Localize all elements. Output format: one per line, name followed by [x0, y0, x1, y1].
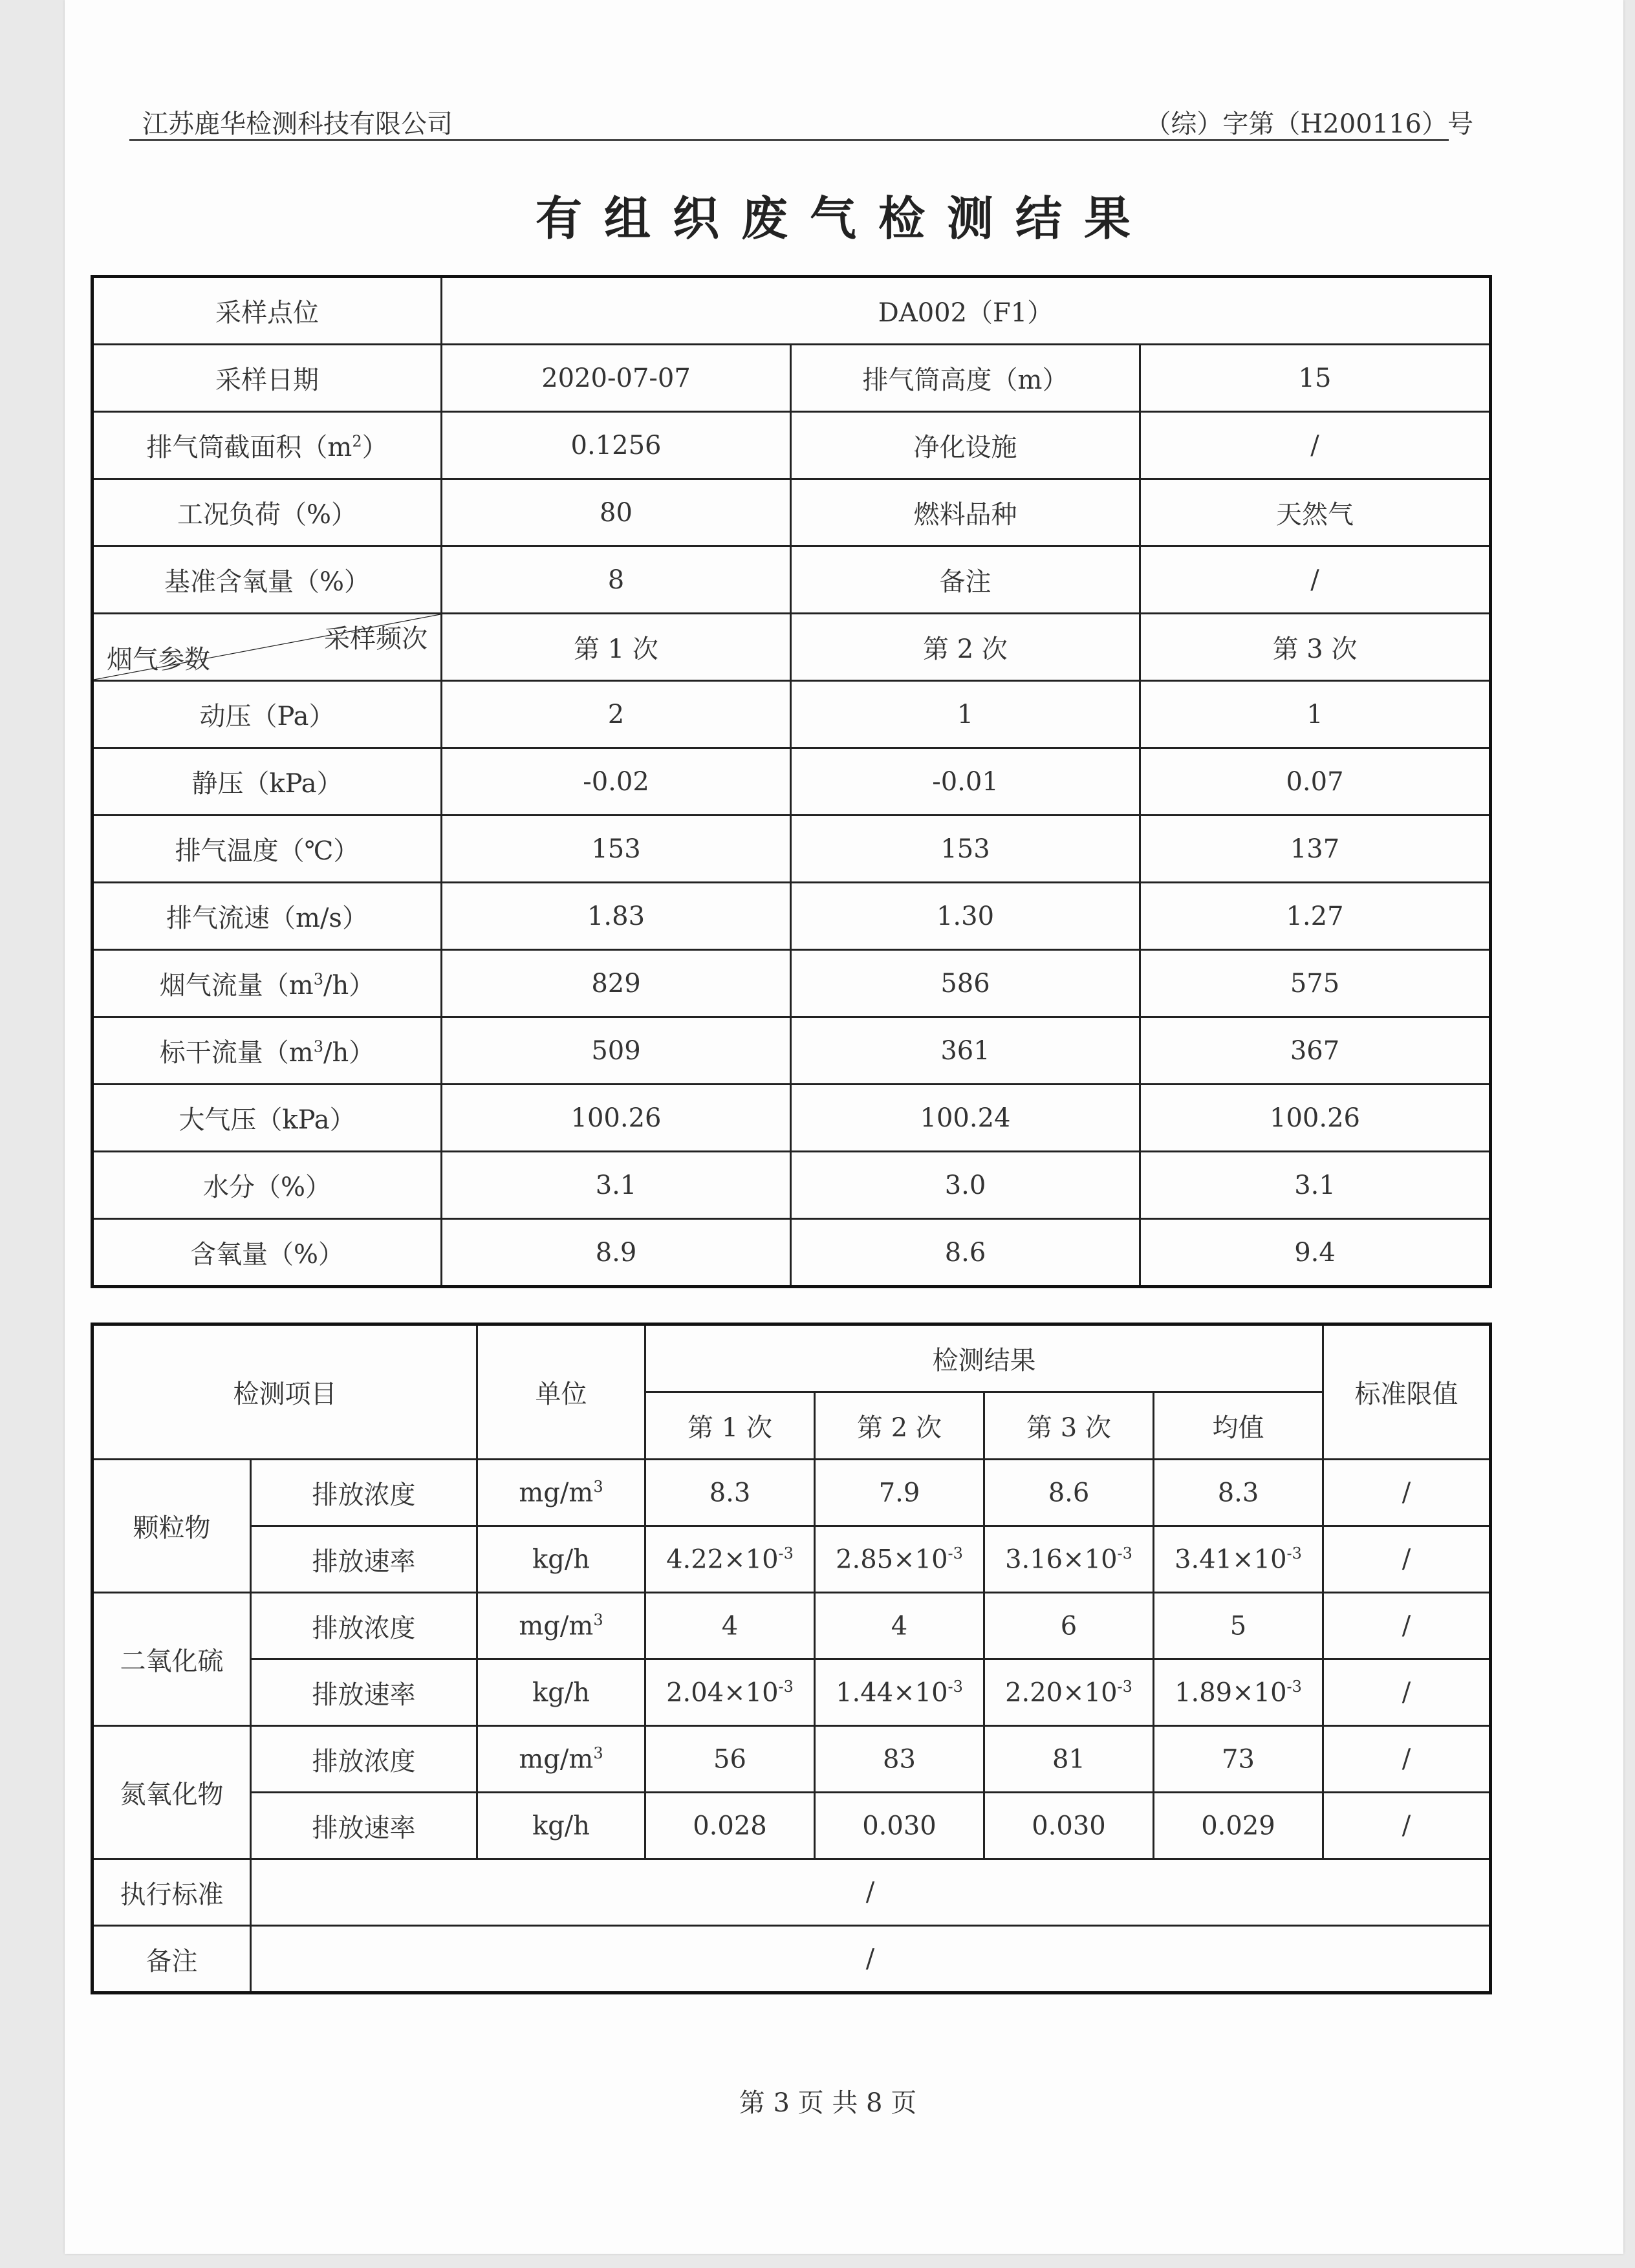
flue-param-label-text: 含氧量（%） — [189, 1240, 344, 1269]
flue-param-value: 361 — [791, 1017, 1140, 1085]
limit-value: / — [1323, 1460, 1491, 1526]
result-value — [815, 1793, 984, 1859]
corner-bottom-label: 烟气参数 — [107, 645, 210, 675]
info-label: 工况负荷（%） — [92, 479, 442, 546]
flue-param-label — [92, 1017, 442, 1085]
metric-label: 排放浓度 — [251, 1593, 477, 1659]
sampling-point-label: 采样点位 — [92, 277, 442, 345]
result-value — [984, 1526, 1154, 1593]
flue-param-value: 1 — [1140, 681, 1491, 748]
result-value-text: 56 — [713, 1744, 746, 1775]
standard-value: / — [251, 1859, 1491, 1926]
result-value-text: 8.6 — [1048, 1478, 1090, 1508]
flue-param-value: 367 — [1140, 1017, 1491, 1085]
info-value: 80 — [442, 479, 791, 546]
limit-value: / — [1323, 1793, 1491, 1859]
result-value-text: 0.030 — [862, 1811, 937, 1841]
flue-param-label-text: 排气温度（℃） — [175, 836, 360, 866]
flue-param-row — [92, 1085, 1491, 1152]
standard-label: 执行标准 — [92, 1859, 251, 1926]
results-header-row — [92, 1324, 1491, 1392]
info-value: 2020-07-07 — [442, 345, 791, 412]
result-value-text: 5 — [1229, 1611, 1247, 1641]
unit-cell — [477, 1526, 645, 1593]
flue-param-row — [92, 748, 1491, 815]
header-rule — [129, 139, 1449, 141]
flue-param-label-text: 排气流速（m/s） — [166, 903, 368, 933]
flue-param-value: 586 — [791, 950, 1140, 1017]
result-value — [815, 1726, 984, 1793]
limit-value: / — [1323, 1593, 1491, 1659]
flue-param-label-text: /h） — [323, 971, 375, 1000]
info-label: 净化设施 — [791, 412, 1140, 479]
run-header: 第 3 次 — [984, 1392, 1154, 1460]
flue-param-value: 153 — [791, 815, 1140, 883]
result-value-text: 0.030 — [1032, 1811, 1106, 1841]
unit-cell — [477, 1593, 645, 1659]
info-value: 15 — [1140, 345, 1491, 412]
info-label: 基准含氧量（%） — [92, 546, 442, 614]
limit-value: / — [1323, 1726, 1491, 1793]
flue-param-value: 3.1 — [1140, 1152, 1491, 1219]
result-value — [984, 1793, 1154, 1859]
flue-param-row — [92, 1017, 1491, 1085]
flue-param-value: 100.26 — [1140, 1085, 1491, 1152]
flue-param-value: 575 — [1140, 950, 1491, 1017]
unit-cell-sup: 3 — [593, 1610, 603, 1629]
runs-header-row — [92, 614, 1491, 681]
result-value-text: 83 — [883, 1744, 916, 1775]
info-label: 燃料品种 — [791, 479, 1140, 546]
info-label: 排气筒高度（m） — [791, 345, 1140, 412]
flue-param-value: 829 — [442, 950, 791, 1017]
metric-label: 排放浓度 — [251, 1726, 477, 1793]
result-value-sup: -3 — [778, 1544, 794, 1562]
flue-param-label-text: 水分（%） — [202, 1172, 331, 1202]
flue-param-label — [92, 815, 442, 883]
flue-param-value: 1.27 — [1140, 883, 1491, 950]
flue-param-label — [92, 681, 442, 748]
results-table — [91, 1323, 1492, 1994]
result-value-text: 4.22×10 — [666, 1544, 779, 1575]
pollutant-name: 氮氧化物 — [92, 1726, 251, 1859]
unit-cell-sup: 3 — [593, 1744, 603, 1762]
remark-label: 备注 — [92, 1926, 251, 1993]
info-row — [92, 412, 1491, 479]
result-value-sup: -3 — [1117, 1544, 1132, 1562]
info-value: 8 — [442, 546, 791, 614]
flue-param-label-text: 动压（Pa） — [199, 702, 335, 731]
result-value — [815, 1659, 984, 1726]
remark-value: / — [251, 1926, 1491, 1993]
sampling-point-value: DA002（F1） — [442, 277, 1491, 345]
standard-row — [92, 1859, 1491, 1926]
result-value — [1154, 1793, 1323, 1859]
result-value-text: 4 — [891, 1611, 908, 1641]
info-value: / — [1140, 546, 1491, 614]
result-value — [1154, 1659, 1323, 1726]
result-value — [984, 1659, 1154, 1726]
item-header: 检测项目 — [92, 1324, 477, 1460]
result-value-sup: -3 — [1117, 1677, 1132, 1696]
result-value-text: 2.85×10 — [836, 1544, 948, 1575]
flue-param-value: 137 — [1140, 815, 1491, 883]
flue-param-value: 100.26 — [442, 1085, 791, 1152]
result-value-text: 7.9 — [878, 1478, 920, 1508]
flue-param-row — [92, 815, 1491, 883]
flue-param-value: 1 — [791, 681, 1140, 748]
unit-cell-text: kg/h — [532, 1544, 590, 1575]
flue-param-value: 8.6 — [791, 1219, 1140, 1287]
flue-param-label — [92, 883, 442, 950]
flue-param-label-text: 标干流量（m — [159, 1038, 314, 1068]
unit-cell-text: mg/m — [519, 1611, 594, 1641]
run-header: 第 3 次 — [1140, 614, 1491, 681]
result-value — [645, 1593, 815, 1659]
result-value-text: 73 — [1222, 1744, 1255, 1775]
result-value-text: 0.029 — [1201, 1811, 1275, 1841]
flue-param-label-text: 静压（kPa） — [191, 769, 343, 799]
flue-param-value: 1.30 — [791, 883, 1140, 950]
result-value-text: 2.04×10 — [666, 1678, 779, 1708]
flue-param-label-text: 烟气流量（m — [159, 971, 314, 1000]
result-value — [1154, 1526, 1323, 1593]
corner-top-label: 采样频次 — [324, 624, 428, 654]
result-value — [984, 1593, 1154, 1659]
page-footer: 第 3 页 共 8 页 — [739, 2088, 917, 2118]
flue-param-value: 8.9 — [442, 1219, 791, 1287]
result-value-text: 81 — [1052, 1744, 1085, 1775]
result-value — [645, 1726, 815, 1793]
unit-cell-text: mg/m — [519, 1744, 594, 1775]
result-value-text: 6 — [1060, 1611, 1077, 1641]
flue-param-value: -0.01 — [791, 748, 1140, 815]
remark-row — [92, 1926, 1491, 1993]
result-value-text: 1.44×10 — [836, 1678, 948, 1708]
info-label: 排气筒截面积$(m^2)$ — [92, 412, 442, 479]
run-header: 第 1 次 — [645, 1392, 815, 1460]
info-value: 天然气 — [1140, 479, 1491, 546]
run-header: 第 2 次 — [791, 614, 1140, 681]
result-value — [645, 1526, 815, 1593]
flue-param-value: 153 — [442, 815, 791, 883]
flue-param-value: 1.83 — [442, 883, 791, 950]
flue-param-label-sup: 3 — [313, 1037, 323, 1056]
diagonal-corner-cell — [92, 614, 442, 681]
run-header: 第 2 次 — [815, 1392, 984, 1460]
limit-header: 标准限值 — [1323, 1324, 1491, 1460]
result-value-text: 8.3 — [709, 1478, 751, 1508]
pollutant-row — [92, 1793, 1491, 1859]
info-label: 备注 — [791, 546, 1140, 614]
limit-value: / — [1323, 1526, 1491, 1593]
pollutant-row — [92, 1659, 1491, 1726]
pollutant-name: 二氧化硫 — [92, 1593, 251, 1726]
pollutant-row — [92, 1726, 1491, 1793]
result-value — [984, 1460, 1154, 1526]
metric-label: 排放浓度 — [251, 1460, 477, 1526]
flue-param-label — [92, 1152, 442, 1219]
info-value: 0.1256 — [442, 412, 791, 479]
flue-param-value: 100.24 — [791, 1085, 1140, 1152]
flue-param-label-text: /h） — [323, 1038, 375, 1068]
flue-param-label — [92, 1219, 442, 1287]
result-value-text: 2.20×10 — [1005, 1678, 1118, 1708]
result-value — [645, 1460, 815, 1526]
result-value-text: 3.16×10 — [1005, 1544, 1118, 1575]
flue-param-value: 509 — [442, 1017, 791, 1085]
report-number: （综）字第（H200116）号 — [1145, 109, 1473, 139]
result-value — [984, 1726, 1154, 1793]
flue-param-label — [92, 748, 442, 815]
info-value: / — [1140, 412, 1491, 479]
result-value — [815, 1593, 984, 1659]
result-value-sup: -3 — [778, 1677, 794, 1696]
flue-param-row — [92, 1152, 1491, 1219]
info-row — [92, 546, 1491, 614]
flue-param-label-text: 大气压（kPa） — [179, 1105, 356, 1135]
result-value — [815, 1460, 984, 1526]
flue-param-label — [92, 1085, 442, 1152]
flue-param-value: 2 — [442, 681, 791, 748]
result-value — [1154, 1726, 1323, 1793]
result-value-text: 1.89×10 — [1175, 1678, 1287, 1708]
unit-cell-text: kg/h — [532, 1811, 590, 1841]
unit-header: 单位 — [477, 1324, 645, 1460]
result-value-text: 8.3 — [1217, 1478, 1259, 1508]
flue-gas-table — [91, 275, 1492, 1288]
unit-cell-text: kg/h — [532, 1678, 590, 1708]
pollutant-row — [92, 1460, 1491, 1526]
unit-cell — [477, 1793, 645, 1859]
flue-param-row — [92, 681, 1491, 748]
metric-label: 排放速率 — [251, 1526, 477, 1593]
result-value-sup: -3 — [1286, 1677, 1302, 1696]
flue-param-row — [92, 950, 1491, 1017]
sampling-point-row — [92, 277, 1491, 345]
result-value — [815, 1526, 984, 1593]
pollutant-row — [92, 1526, 1491, 1593]
limit-value: / — [1323, 1659, 1491, 1726]
flue-param-value: 3.0 — [791, 1152, 1140, 1219]
run-header: 第 1 次 — [442, 614, 791, 681]
result-header: 检测结果 — [645, 1324, 1323, 1392]
info-row — [92, 345, 1491, 412]
flue-param-row — [92, 883, 1491, 950]
unit-cell — [477, 1659, 645, 1726]
result-value — [645, 1793, 815, 1859]
pollutant-row — [92, 1593, 1491, 1659]
unit-cell — [477, 1726, 645, 1793]
result-value-text: 3.41×10 — [1175, 1544, 1287, 1575]
result-value-text: 4 — [721, 1611, 739, 1641]
result-value-sup: -3 — [947, 1677, 963, 1696]
flue-param-label-sup: 3 — [313, 970, 323, 989]
flue-param-row — [92, 1219, 1491, 1287]
flue-param-value: 0.07 — [1140, 748, 1491, 815]
result-value-text: 0.028 — [693, 1811, 767, 1841]
result-value-sup: -3 — [947, 1544, 963, 1562]
flue-param-label — [92, 950, 442, 1017]
flue-param-value: 9.4 — [1140, 1219, 1491, 1287]
result-value — [645, 1659, 815, 1726]
result-value-sup: -3 — [1286, 1544, 1302, 1562]
flue-param-value: 3.1 — [442, 1152, 791, 1219]
unit-cell-sup: 3 — [593, 1477, 603, 1496]
company-name: 江苏鹿华检测科技有限公司 — [142, 109, 453, 139]
pollutant-name: 颗粒物 — [92, 1460, 251, 1593]
flue-param-value: -0.02 — [442, 748, 791, 815]
mean-header: 均值 — [1154, 1392, 1323, 1460]
unit-cell — [477, 1460, 645, 1526]
metric-label: 排放速率 — [251, 1793, 477, 1859]
metric-label: 排放速率 — [251, 1659, 477, 1726]
info-label: 采样日期 — [92, 345, 442, 412]
unit-cell-text: mg/m — [519, 1478, 594, 1508]
result-value — [1154, 1593, 1323, 1659]
page-title: 有组织废气检测结果 — [535, 191, 1153, 246]
info-row — [92, 479, 1491, 546]
result-value — [1154, 1460, 1323, 1526]
